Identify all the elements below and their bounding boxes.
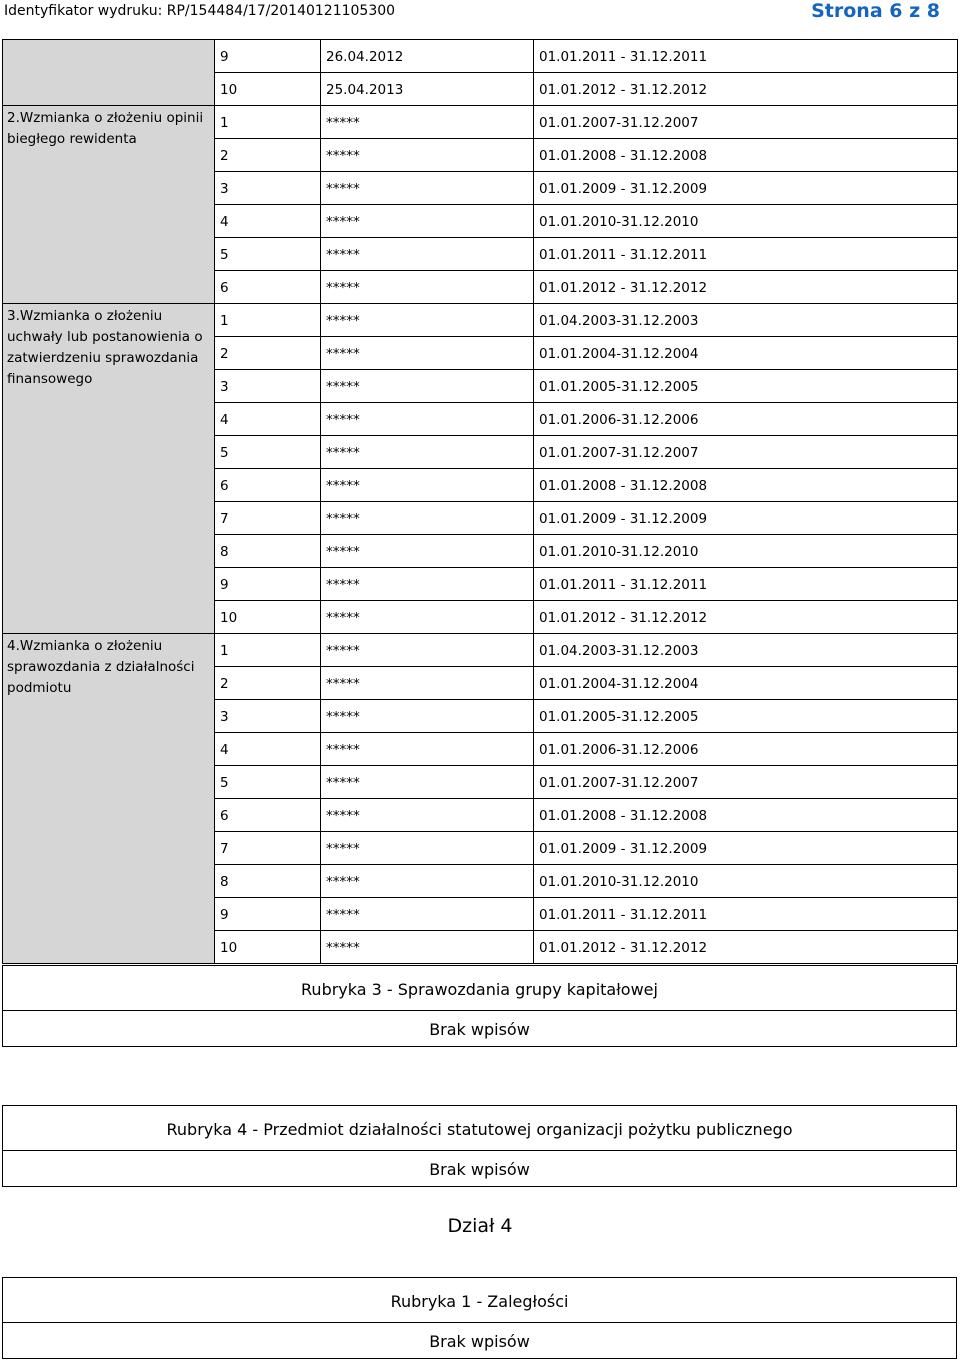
row-name: ***** — [321, 139, 534, 172]
row-number: 10 — [215, 601, 321, 634]
row-period: 01.01.2010-31.12.2010 — [534, 205, 958, 238]
row-number: 9 — [215, 568, 321, 601]
row-period: 01.01.2012 - 31.12.2012 — [534, 73, 958, 106]
row-name: ***** — [321, 667, 534, 700]
row-number: 7 — [215, 832, 321, 865]
print-header — [0, 0, 960, 24]
row-period: 01.01.2005-31.12.2005 — [534, 700, 958, 733]
rubryka-3-value: Brak wpisów — [429, 1020, 530, 1039]
row-period: 01.01.2004-31.12.2004 — [534, 337, 958, 370]
row-number: 2 — [215, 337, 321, 370]
row-period: 01.01.2006-31.12.2006 — [534, 403, 958, 436]
row-name: ***** — [321, 502, 534, 535]
row-name: ***** — [321, 568, 534, 601]
row-number: 1 — [215, 634, 321, 667]
row-number: 5 — [215, 436, 321, 469]
row-name: ***** — [321, 634, 534, 667]
row-name: ***** — [321, 898, 534, 931]
table-row — [3, 40, 958, 73]
rubryka-4-title: Rubryka 4 - Przedmiot działalności statutowej organizacji pożytku publicznego — [3, 1106, 956, 1151]
row-period: 01.01.2010-31.12.2010 — [534, 865, 958, 898]
row-name: 25.04.2013 — [321, 73, 534, 106]
table-row — [3, 634, 958, 667]
financial-reports-table — [2, 39, 958, 964]
table-row — [3, 304, 958, 337]
page-number: Strona 6 z 8 — [811, 0, 940, 22]
row-number: 2 — [215, 667, 321, 700]
row-number: 3 — [215, 370, 321, 403]
rubryka-3-box — [2, 965, 957, 1047]
print-identifier: Identyfikator wydruku: RP/154484/17/20140121105300 — [4, 3, 396, 19]
row-name: ***** — [321, 403, 534, 436]
row-number: 6 — [215, 799, 321, 832]
rubryka-1-box — [2, 1277, 957, 1359]
row-period: 01.01.2009 - 31.12.2009 — [534, 832, 958, 865]
row-name: ***** — [321, 700, 534, 733]
row-name: 26.04.2012 — [321, 40, 534, 73]
row-number: 3 — [215, 700, 321, 733]
row-period: 01.01.2008 - 31.12.2008 — [534, 139, 958, 172]
row-name: ***** — [321, 205, 534, 238]
row-name: ***** — [321, 238, 534, 271]
section-label: 3.Wzmianka o złożeniu uchwały lub postanowienia o zatwierdzeniu sprawozdania finansowego — [3, 304, 215, 634]
row-period: 01.01.2012 - 31.12.2012 — [534, 931, 958, 964]
rubryka-3-title: Rubryka 3 - Sprawozdania grupy kapitałowej — [3, 966, 956, 1011]
table-row — [3, 106, 958, 139]
row-name: ***** — [321, 799, 534, 832]
row-period: 01.01.2011 - 31.12.2011 — [534, 898, 958, 931]
row-period: 01.01.2012 - 31.12.2012 — [534, 601, 958, 634]
row-name: ***** — [321, 271, 534, 304]
row-name: ***** — [321, 931, 534, 964]
row-name: ***** — [321, 436, 534, 469]
row-number: 6 — [215, 469, 321, 502]
row-name: ***** — [321, 601, 534, 634]
row-period: 01.01.2011 - 31.12.2011 — [534, 238, 958, 271]
row-number: 9 — [215, 898, 321, 931]
row-name: ***** — [321, 865, 534, 898]
row-period: 01.01.2006-31.12.2006 — [534, 733, 958, 766]
row-period: 01.01.2011 - 31.12.2011 — [534, 568, 958, 601]
row-name: ***** — [321, 172, 534, 205]
row-period: 01.01.2007-31.12.2007 — [534, 106, 958, 139]
row-number: 10 — [215, 73, 321, 106]
row-number: 8 — [215, 865, 321, 898]
row-name: ***** — [321, 304, 534, 337]
row-name: ***** — [321, 535, 534, 568]
row-period: 01.01.2004-31.12.2004 — [534, 667, 958, 700]
row-number: 4 — [215, 205, 321, 238]
row-period: 01.01.2009 - 31.12.2009 — [534, 502, 958, 535]
row-name: ***** — [321, 469, 534, 502]
rubryka-1-title: Rubryka 1 - Zaległości — [3, 1278, 956, 1323]
row-number: 5 — [215, 238, 321, 271]
section-heading-dzial-4: Dział 4 — [447, 1215, 513, 1237]
row-period: 01.01.2009 - 31.12.2009 — [534, 172, 958, 205]
row-number: 6 — [215, 271, 321, 304]
row-name: ***** — [321, 337, 534, 370]
row-number: 4 — [215, 733, 321, 766]
row-period: 01.01.2008 - 31.12.2008 — [534, 799, 958, 832]
row-number: 10 — [215, 931, 321, 964]
row-period: 01.01.2012 - 31.12.2012 — [534, 271, 958, 304]
row-name: ***** — [321, 370, 534, 403]
row-name: ***** — [321, 106, 534, 139]
row-number: 5 — [215, 766, 321, 799]
rubryka-4-box — [2, 1105, 957, 1187]
row-number: 3 — [215, 172, 321, 205]
row-number: 2 — [215, 139, 321, 172]
row-period: 01.04.2003-31.12.2003 — [534, 304, 958, 337]
section-label: 2.Wzmianka o złożeniu opinii biegłego rewidenta — [3, 106, 215, 304]
row-number: 1 — [215, 106, 321, 139]
row-period: 01.01.2007-31.12.2007 — [534, 436, 958, 469]
row-period: 01.01.2011 - 31.12.2011 — [534, 40, 958, 73]
rubryka-4-value: Brak wpisów — [429, 1160, 530, 1179]
section-label: 4.Wzmianka o złożeniu sprawozdania z działalności podmiotu — [3, 634, 215, 964]
section-label — [3, 40, 215, 106]
row-name: ***** — [321, 832, 534, 865]
rubryka-1-value: Brak wpisów — [429, 1332, 530, 1351]
row-number: 7 — [215, 502, 321, 535]
row-period: 01.01.2010-31.12.2010 — [534, 535, 958, 568]
row-number: 4 — [215, 403, 321, 436]
row-name: ***** — [321, 733, 534, 766]
row-period: 01.01.2005-31.12.2005 — [534, 370, 958, 403]
row-number: 1 — [215, 304, 321, 337]
row-number: 8 — [215, 535, 321, 568]
row-period: 01.04.2003-31.12.2003 — [534, 634, 958, 667]
row-name: ***** — [321, 766, 534, 799]
row-period: 01.01.2008 - 31.12.2008 — [534, 469, 958, 502]
row-period: 01.01.2007-31.12.2007 — [534, 766, 958, 799]
row-number: 9 — [215, 40, 321, 73]
